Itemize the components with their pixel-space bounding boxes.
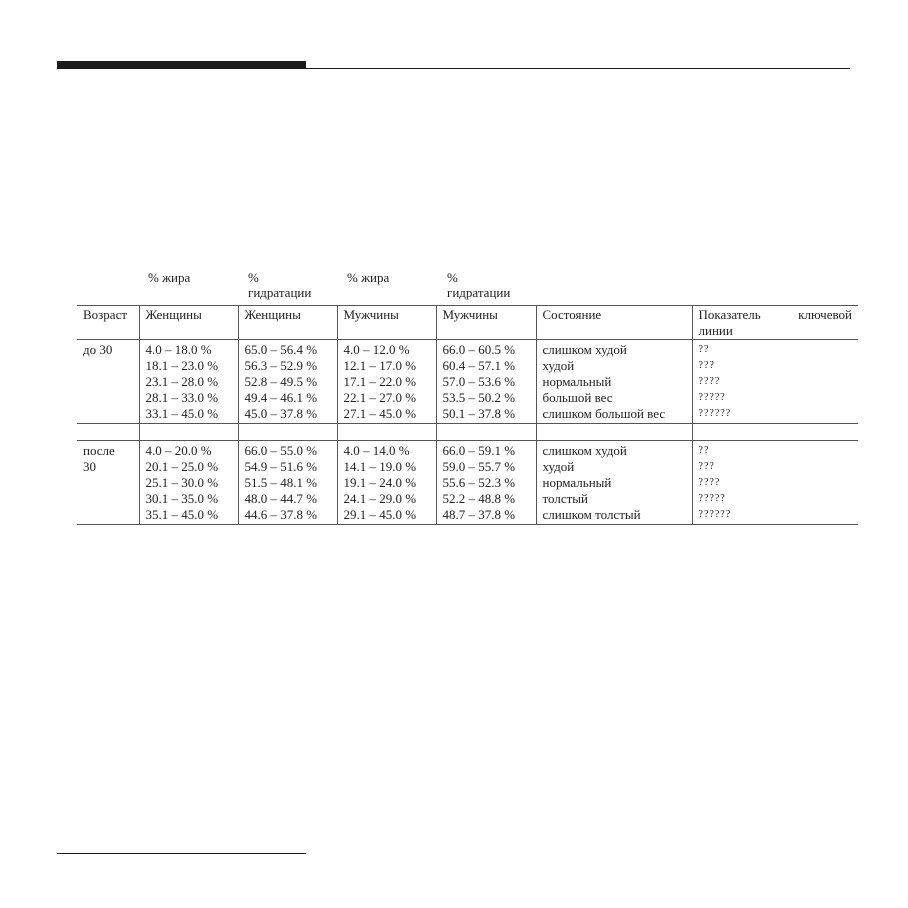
age-cell: после 30 <box>77 441 139 525</box>
table-row <box>77 340 858 424</box>
table-row <box>77 441 858 525</box>
header-men-fat: Мужчины <box>337 306 436 340</box>
table-header-row <box>77 306 858 340</box>
women-fat-cell: 4.0 – 20.0 % 20.1 – 25.0 % 25.1 – 30.0 % 30.1 – 35.0 % 35.1 – 45.0 % <box>139 441 238 525</box>
footnote-rule <box>57 853 306 854</box>
women-hydration-cell: 65.0 – 56.4 % 56.3 – 52.9 % 52.8 – 49.5 % 49.4 – 46.1 % 45.0 – 37.8 % <box>238 340 337 424</box>
fat-women-preheader: % жира <box>148 270 191 285</box>
indicator-cell: ?? ??? ???? ????? ?????? <box>692 340 858 424</box>
header-women-hydration: Женщины <box>238 306 337 340</box>
body-composition-table <box>77 305 858 525</box>
header-rule-thick <box>57 61 306 69</box>
header-age: Возраст <box>77 306 139 340</box>
table-pre-headers <box>0 270 908 306</box>
header-men-hydration: Мужчины <box>436 306 536 340</box>
men-hydration-cell: 66.0 – 59.1 % 59.0 – 55.7 % 55.6 – 52.3 % 52.2 – 48.8 % 48.7 – 37.8 % <box>436 441 536 525</box>
header-indicator: Показатель ключевой линии <box>692 306 858 340</box>
fat-men-preheader: % жира <box>347 270 390 285</box>
hydration-women-preheader: % гидратации <box>248 270 312 300</box>
state-cell: слишком худой худой нормальный большой вес слишком большой вес <box>536 340 692 424</box>
women-hydration-cell: 66.0 – 55.0 % 54.9 – 51.6 % 51.5 – 48.1 % 48.0 – 44.7 % 44.6 – 37.8 % <box>238 441 337 525</box>
state-cell: слишком худой худой нормальный толстый слишком толстый <box>536 441 692 525</box>
header-state: Состояние <box>536 306 692 340</box>
indicator-cell: ?? ??? ???? ????? ?????? <box>692 441 858 525</box>
men-fat-cell: 4.0 – 14.0 % 14.1 – 19.0 % 19.1 – 24.0 % 24.1 – 29.0 % 29.1 – 45.0 % <box>337 441 436 525</box>
age-cell: до 30 <box>83 342 113 357</box>
header-rule-thin <box>306 68 850 69</box>
table-separator-row <box>77 424 858 441</box>
men-fat-cell: 4.0 – 12.0 % 12.1 – 17.0 % 17.1 – 22.0 % 22.1 – 27.0 % 27.1 – 45.0 % <box>337 340 436 424</box>
header-women-fat: Женщины <box>139 306 238 340</box>
men-hydration-cell: 66.0 – 60.5 % 60.4 – 57.1 % 57.0 – 53.6 % 53.5 – 50.2 % 50.1 – 37.8 % <box>436 340 536 424</box>
hydration-men-preheader: % гидратации <box>447 270 511 300</box>
women-fat-cell: 4.0 – 18.0 % 18.1 – 23.0 % 23.1 – 28.0 % 28.1 – 33.0 % 33.1 – 45.0 % <box>139 340 238 424</box>
